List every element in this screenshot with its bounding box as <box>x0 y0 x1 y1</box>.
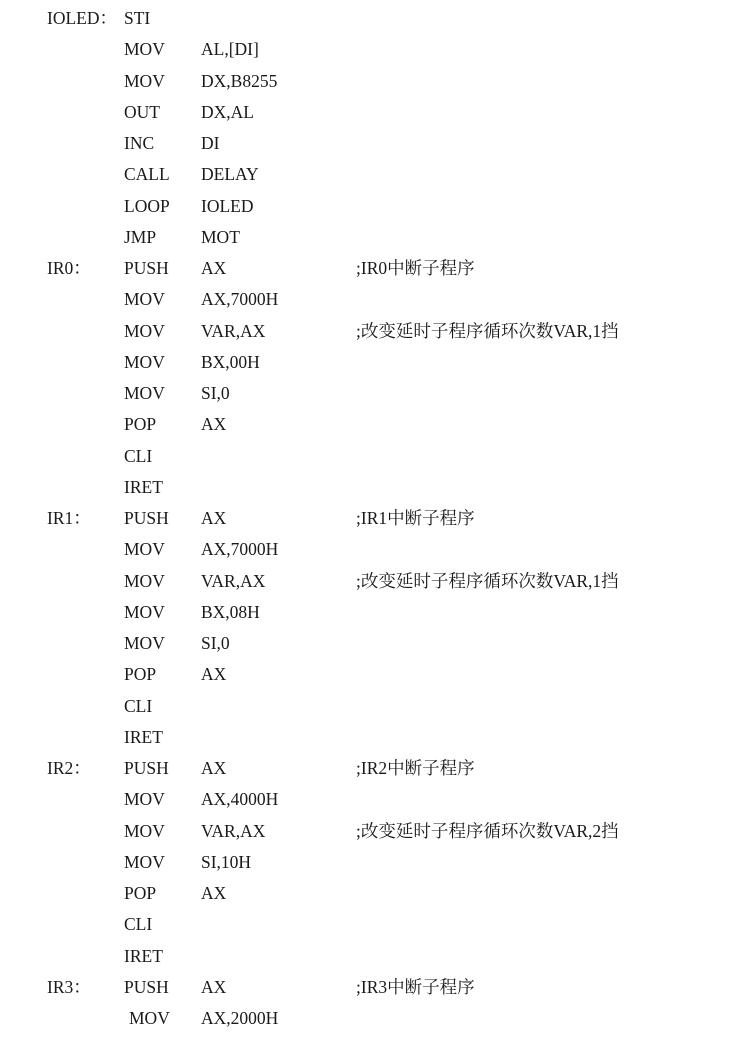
code-operands: VAR,AX <box>201 320 266 341</box>
code-line <box>0 34 736 65</box>
code-mnemonic: POP <box>124 883 157 903</box>
code-line <box>0 441 736 472</box>
code-line <box>0 722 736 753</box>
code-operands: BX,08H <box>201 601 260 622</box>
code-line <box>0 909 736 940</box>
code-line <box>0 347 736 378</box>
code-mnemonic: CLI <box>124 445 153 466</box>
code-comment: ;IR3中断子程序 <box>356 976 475 997</box>
code-operands: DX,AL <box>201 101 254 122</box>
code-line <box>0 847 736 878</box>
code-line <box>0 597 736 628</box>
code-comment: ;IR0中断子程序 <box>356 258 475 278</box>
code-line <box>0 378 736 409</box>
code-line <box>0 409 736 440</box>
code-mnemonic: MOV <box>124 789 165 810</box>
code-operands: SI,10H <box>201 851 252 872</box>
code-comment: ;IR2中断子程序 <box>356 758 475 778</box>
code-operands: AX <box>201 883 227 903</box>
code-operands: IOLED <box>201 195 254 216</box>
code-label: IR2： <box>47 758 91 778</box>
code-line <box>0 128 736 159</box>
code-operands: VAR,AX <box>201 570 266 591</box>
code-operands: AX <box>201 258 227 278</box>
code-mnemonic: INC <box>124 133 155 153</box>
code-line <box>0 628 736 659</box>
code-comment: ;IR1中断子程序 <box>356 508 475 528</box>
code-line <box>0 534 736 565</box>
code-comment: ;改变延时子程序循环次数VAR,1挡 <box>356 570 619 591</box>
code-operands: AL,[DI] <box>201 39 259 60</box>
code-mnemonic: CLI <box>124 914 153 935</box>
code-mnemonic: MOV <box>124 633 165 653</box>
code-mnemonic: MOV <box>124 289 165 310</box>
code-line <box>0 284 736 315</box>
code-label: IR3： <box>47 976 91 997</box>
code-line <box>0 878 736 909</box>
code-mnemonic: POP <box>124 414 157 435</box>
code-line <box>0 1003 736 1034</box>
code-mnemonic: MOV <box>124 351 165 372</box>
code-label: IOLED： <box>47 8 117 28</box>
code-mnemonic: PUSH <box>124 976 169 997</box>
code-operands: AX,7000H <box>201 539 279 560</box>
code-operands: AX <box>201 508 227 528</box>
code-line <box>0 97 736 128</box>
code-operands: AX,2000H <box>201 1008 279 1028</box>
code-line <box>0 222 736 253</box>
code-line <box>0 66 736 97</box>
code-mnemonic: IRET <box>124 476 163 497</box>
assembly-listing <box>0 3 736 1034</box>
code-line <box>0 191 736 222</box>
code-line <box>0 159 736 190</box>
code-operands: SI,0 <box>201 383 230 403</box>
code-operands: BX,00H <box>201 351 260 372</box>
code-mnemonic: PUSH <box>124 508 169 528</box>
code-operands: DI <box>201 133 220 153</box>
code-label: IR0： <box>47 258 91 278</box>
code-line <box>0 3 736 34</box>
code-operands: AX,7000H <box>201 289 279 310</box>
code-line <box>0 566 736 597</box>
code-line <box>0 472 736 503</box>
code-line <box>0 753 736 784</box>
code-mnemonic: MOV <box>124 539 165 560</box>
code-operands: AX <box>201 976 227 997</box>
code-line <box>0 316 736 347</box>
code-operands: AX <box>201 664 227 685</box>
code-operands: SI,0 <box>201 633 230 653</box>
code-mnemonic: LOOP <box>124 195 170 216</box>
code-operands: MOT <box>201 226 240 247</box>
code-line <box>0 253 736 284</box>
code-operands: DELAY <box>201 164 259 185</box>
code-mnemonic: MOV <box>124 70 165 91</box>
code-operands: AX <box>201 758 227 778</box>
code-comment: ;改变延时子程序循环次数VAR,2挡 <box>356 820 619 841</box>
code-label: IR1： <box>47 508 91 528</box>
code-mnemonic: MOV <box>124 320 165 341</box>
code-mnemonic: CLI <box>124 695 153 716</box>
code-line <box>0 659 736 690</box>
code-mnemonic: IRET <box>124 945 163 966</box>
code-mnemonic: MOV <box>124 570 165 591</box>
code-mnemonic: IRET <box>124 726 163 747</box>
code-mnemonic: MOV <box>124 820 165 841</box>
code-line <box>0 503 736 534</box>
code-mnemonic: OUT <box>124 101 160 122</box>
code-mnemonic: STI <box>124 8 151 28</box>
code-mnemonic: MOV <box>124 383 165 403</box>
code-line <box>0 691 736 722</box>
code-line <box>0 972 736 1003</box>
code-line <box>0 941 736 972</box>
code-mnemonic: MOV <box>124 851 165 872</box>
code-mnemonic: MOV <box>124 601 165 622</box>
code-mnemonic: MOV <box>124 39 165 60</box>
code-mnemonic: JMP <box>124 226 157 247</box>
code-line <box>0 816 736 847</box>
code-mnemonic: CALL <box>124 164 170 185</box>
code-comment: ;改变延时子程序循环次数VAR,1挡 <box>356 320 619 341</box>
code-mnemonic: PUSH <box>124 758 169 778</box>
code-mnemonic: POP <box>124 664 157 685</box>
code-operands: VAR,AX <box>201 820 266 841</box>
code-operands: AX,4000H <box>201 789 279 810</box>
code-mnemonic: MOV <box>129 1008 170 1028</box>
code-line <box>0 784 736 815</box>
code-mnemonic: PUSH <box>124 258 169 278</box>
code-operands: AX <box>201 414 227 435</box>
code-operands: DX,B8255 <box>201 70 278 91</box>
